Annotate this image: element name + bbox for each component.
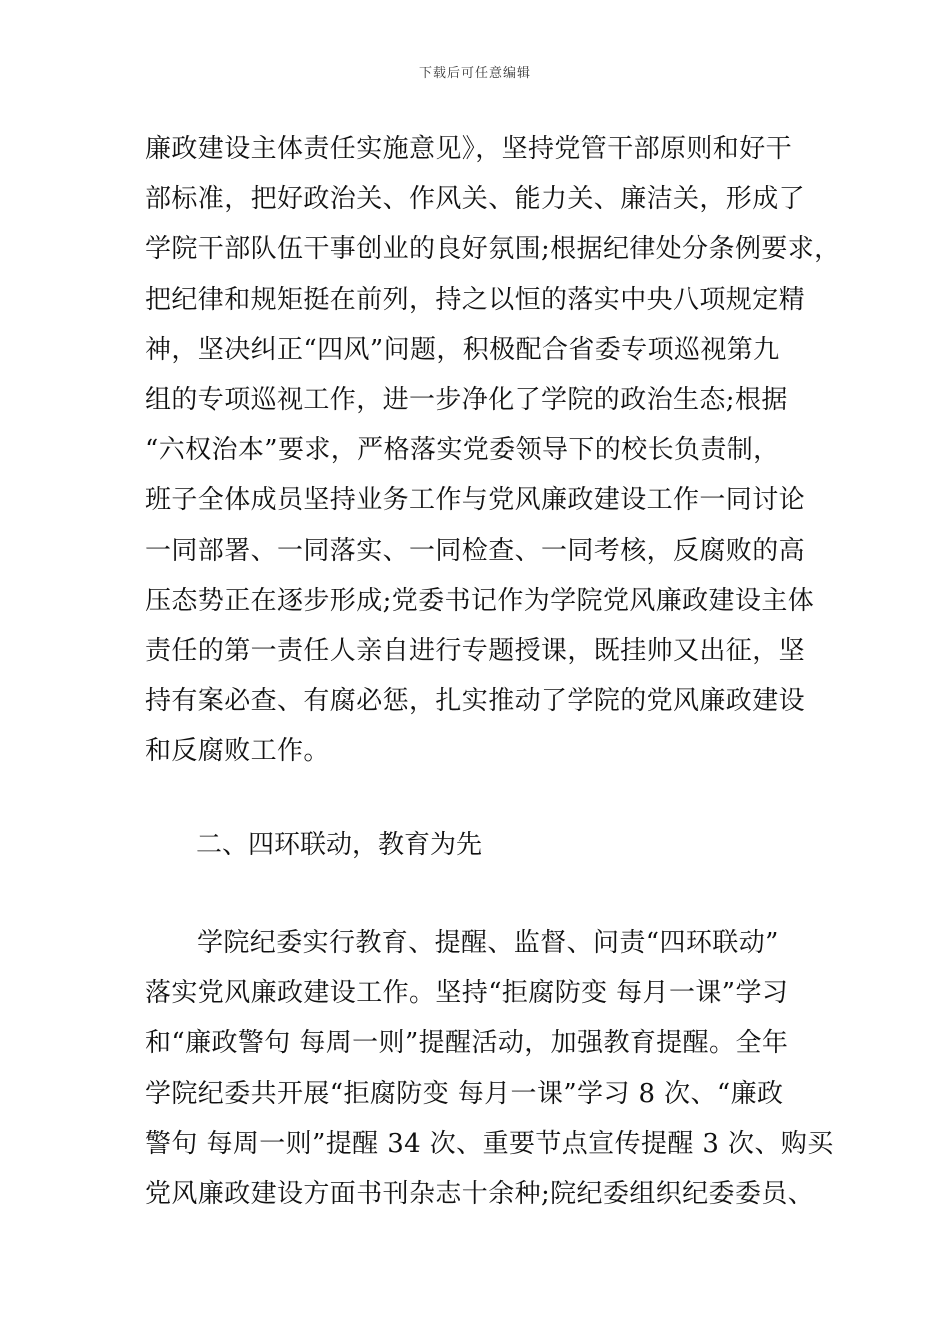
text-line: 部标准，把好政治关、作风关、能力关、廉洁关，形成了 [145, 184, 806, 215]
text-line: 和反腐败工作。 [145, 736, 330, 767]
page-header: 下载后可任意编辑 [418, 66, 531, 81]
text-line: 组的专项巡视工作，进一步净化了学院的政治生态;根据 [145, 384, 788, 415]
text-line: 党风廉政建设方面书刊杂志十余种;院纪委组织纪委委员、 [145, 1178, 815, 1209]
text-line: 和“廉政警句 每周一则”提醒活动，加强教育提醒。全年 [145, 1028, 789, 1059]
text-line: 压态势正在逐步形成;党委书记作为学院党风廉政建设主体 [145, 585, 815, 616]
text-line: 班子全体成员坚持业务工作与党风廉政建设工作一同讨论 [145, 485, 806, 516]
paragraph-2 [145, 918, 835, 1219]
text-line: 学院纪委共开展“拒腐防变 每月一课”学习 8 次、“廉政 [145, 1078, 784, 1109]
text-line: “六权治本”要求，严格落实党委领导下的校长负责制， [145, 435, 780, 466]
text-line: 责任的第一责任人亲自进行专题授课，既挂帅又出征，坚 [145, 635, 806, 666]
text-line: 一同部署、一同落实、一同检查、一同考核，反腐败的高 [145, 535, 806, 566]
text-line: 持有案必查、有腐必惩，扎实推动了学院的党风廉政建设 [145, 686, 806, 717]
paragraph-1 [145, 124, 841, 776]
text-line: 落实党风廉政建设工作。坚持“拒腐防变 每月一课”学习 [145, 978, 789, 1009]
text-line: 警句 每周一则”提醒 34 次、重要节点宣传提醒 3 次、购买 [145, 1128, 834, 1159]
text-line: 学院纪委实行教育、提醒、监督、问责“四环联动” [197, 928, 779, 958]
section-heading: 二、四环联动，教育为先 [196, 830, 483, 860]
text-line: 神，坚决纠正“四风”问题，积极配合省委专项巡视第九 [145, 334, 780, 365]
text-line: 学院干部队伍干事创业的良好氛围;根据纪律处分条例要求， [145, 234, 841, 265]
text-line: 廉政建设主体责任实施意见》，坚持党管干部原则和好干 [145, 134, 793, 164]
text-line: 把纪律和规矩挺在前列，持之以恒的落实中央八项规定精 [145, 284, 806, 315]
